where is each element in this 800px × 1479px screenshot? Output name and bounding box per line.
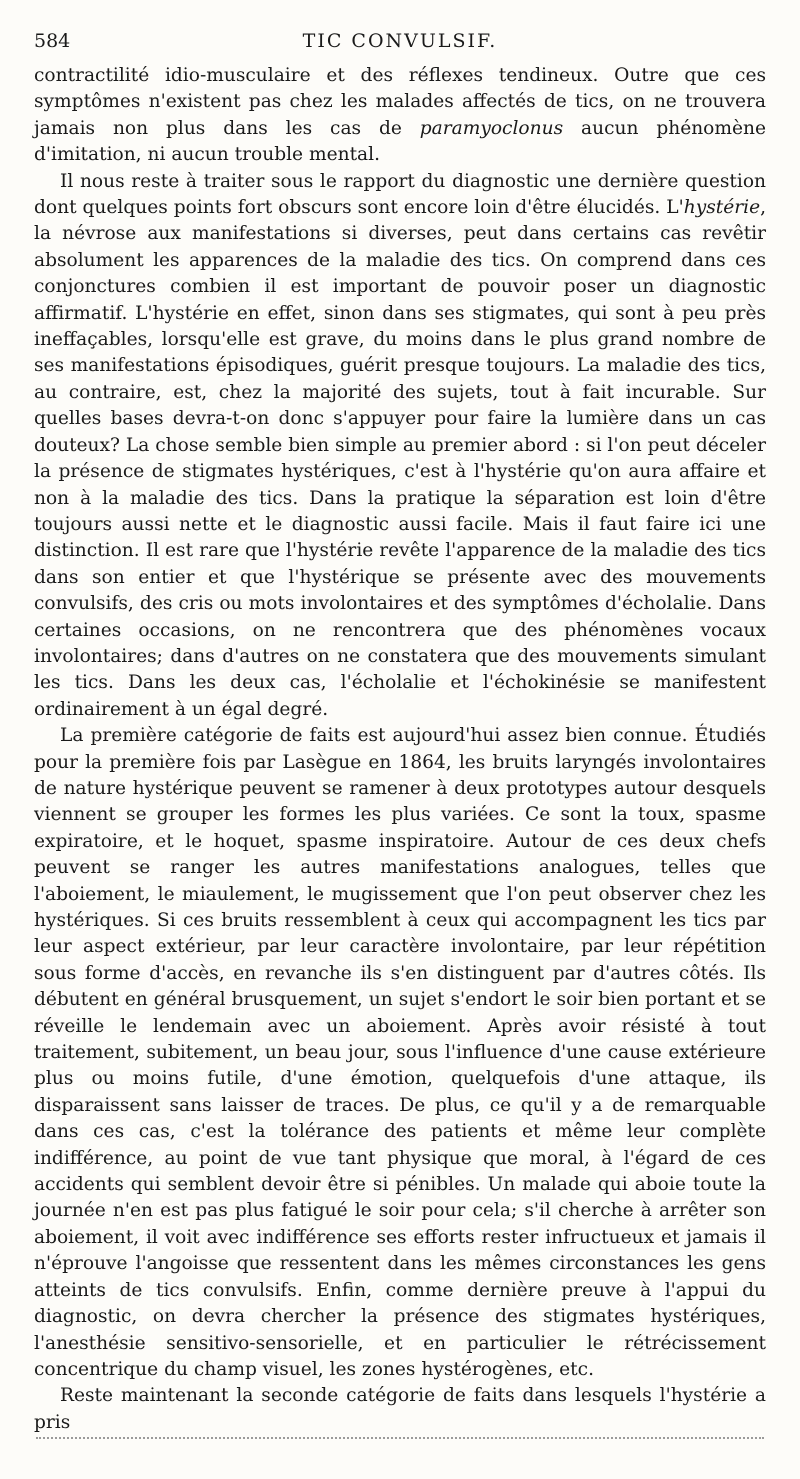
running-header	[34, 30, 766, 58]
running-title: TIC CONVULSIF.	[302, 30, 498, 52]
page-number: 584	[34, 30, 71, 52]
footer-dotted-rule	[36, 1437, 764, 1439]
paragraph: La première catégorie de faits est aujourd'hui assez bien connue. Étudiés pour la première fois par Lasègue en 1864, les bruits laryngés involontaires de nature hystérique peuvent se ramener à deux prototypes autour desquels viennent se grouper les formes les plus variées. Ce sont la toux, spasme expiratoire, et le hoquet, spasme inspiratoire. Autour de ces deux chefs peuvent se ranger les autres manifestations analogues, telles que l'aboiement, le miaulement, le mugissement que l'on peut observer chez les hystériques. Si ces bruits ressemblent à ceux qui accompagnent les tics par leur aspect extérieur, par leur caractère involontaire, par leur répétition sous forme d'accès, en revanche ils s'en distinguent par d'autres côtés. Ils débutent en général brusquement, un sujet s'endort le soir bien portant et se réveille le lendemain avec un aboiement. Après avoir résisté à tout traitement, subitement, un beau jour, sous l'influence d'une cause extérieure plus ou moins futile, d'une émotion, quelquefois d'une attaque, ils disparaissent sans laisser de traces. De plus, ce qu'il y a de remarquable dans ces cas, c'est la tolérance des patients et même leur complète indifférence, au point de vue tant physique que moral, à l'égard de ces accidents qui semblent devoir être si pénibles. Un malade qui aboie toute la journée n'en est pas plus fatigué le soir pour cela; s'il cherche à arrêter son aboiement, il voit avec indifférence ses efforts rester infructueux et jamais il n'éprouve l'angoisse que ressentent dans les mêmes circonstances les gens atteints de tics convulsifs. Enfin, comme dernière preuve à l'appui du diagnostic, on devra chercher la présence des stigmates hystériques, l'anesthésie sensitivo-sensorielle, et en particulier le rétrécissement concentrique du champ visuel, les zones hystérogènes, etc.	[34, 725, 766, 1380]
paragraph: Reste maintenant la seconde catégorie de faits dans lesquels l'hystérie a pris	[34, 1385, 766, 1433]
paragraph: contractilité idio-musculaire et des réflexes tendineux. Outre que ces symptômes n'existent pas chez les malades affectés de tics, on ne trouvera jamais non plus dans les cas de paramyoclonus aucun phénomène d'imitation, ni aucun trouble mental.	[34, 65, 766, 166]
paragraph: Il nous reste à traiter sous le rapport du diagnostic une dernière question dont quelques points fort obscurs sont encore loin d'être élucidés. L'hystérie, la névrose aux manifestations si diverses, peut dans certains cas revêtir absolument les apparences de la maladie des tics. On comprend dans ces conjonctures combien il est important de pouvoir poser un diagnostic affirmatif. L'hystérie en effet, sinon dans ses stigmates, qui sont à peu près ineffaçables, lorsqu'elle est grave, du moins dans le plus grand nombre de ses manifestations épisodiques, guérit presque toujours. La maladie des tics, au contraire, est, chez la majorité des sujets, tout à fait incurable. Sur quelles bases devra-t-on donc s'appuyer pour faire la lumière dans un cas douteux? La chose semble bien simple au premier abord : si l'on peut déceler la présence de stigmates hystériques, c'est à l'hystérie qu'on aura affaire et non à la maladie des tics. Dans la pratique la séparation est loin d'être toujours aussi nette et le diagnostic aussi facile. Mais il faut faire ici une distinction. Il est rare que l'hystérie revête l'apparence de la maladie des tics dans son entier et que l'hystérique se présente avec des mouvements convulsifs, des cris ou mots involontaires et des symptômes d'écholalie. Dans certaines occasions, on ne rencontrera que des phénomènes vocaux involontaires; dans d'autres on ne constatera que des mouvements simulant les tics. Dans les deux cas, l'écholalie et l'échokinésie se manifestent ordinairement à un égal degré.	[34, 170, 767, 720]
emphasis: hystérie	[683, 197, 761, 219]
emphasis: paramyoclonus	[419, 117, 564, 139]
body-text	[34, 63, 766, 1436]
